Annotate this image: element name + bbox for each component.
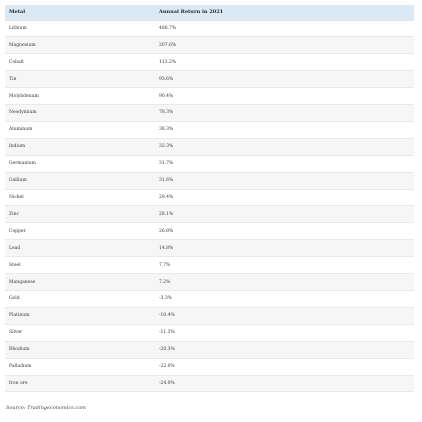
source-caption: Source: Tradingeconomics.com (6, 405, 86, 411)
annual-return-cell: 26.8% (155, 223, 414, 240)
table-row (5, 105, 414, 122)
metal-name-cell: Aluminum (5, 121, 155, 138)
metal-name-cell: Magnesium (5, 37, 155, 54)
metal-name-cell: Nickel (5, 189, 155, 206)
annual-return-cell: 32.3% (155, 138, 414, 155)
header-annual-return: Annual Return in 2021 (155, 5, 414, 20)
annual-return-cell: 113.2% (155, 54, 414, 71)
metal-name-cell: Steel (5, 257, 155, 274)
header-metal: Metal (5, 5, 155, 20)
metal-name-cell: Cobalt (5, 54, 155, 71)
metal-name-cell: Neodymium (5, 105, 155, 122)
annual-return-cell: 78.3% (155, 105, 414, 122)
table-row (5, 138, 414, 155)
table-row (5, 307, 414, 324)
metal-name-cell: Lithium (5, 20, 155, 37)
table-row (5, 37, 414, 54)
table-row (5, 324, 414, 341)
table-row (5, 88, 414, 105)
annual-return-cell: 486.7% (155, 20, 414, 37)
annual-return-cell: 31.7% (155, 155, 414, 172)
annual-return-cell: -22.0% (155, 358, 414, 375)
table-body (5, 20, 414, 392)
annual-return-cell: 7.2% (155, 274, 414, 291)
annual-return-cell: 38.3% (155, 121, 414, 138)
metal-name-cell: Rhodium (5, 341, 155, 358)
table-header-row (5, 5, 414, 20)
table-row (5, 375, 414, 392)
metals-returns-table (5, 5, 414, 392)
annual-return-cell: -24.0% (155, 375, 414, 392)
metal-name-cell: Tin (5, 71, 155, 88)
metal-name-cell: Iron ore (5, 375, 155, 392)
annual-return-cell: -11.3% (155, 324, 414, 341)
annual-return-cell: 28.1% (155, 206, 414, 223)
table-row (5, 71, 414, 88)
annual-return-cell: -20.3% (155, 341, 414, 358)
annual-return-cell: 207.6% (155, 37, 414, 54)
table-row (5, 172, 414, 189)
metal-name-cell: Palladium (5, 358, 155, 375)
annual-return-cell: 14.8% (155, 240, 414, 257)
metals-returns-table-container (5, 5, 414, 392)
annual-return-cell: 7.7% (155, 257, 414, 274)
annual-return-cell: 31.6% (155, 172, 414, 189)
table-row (5, 341, 414, 358)
annual-return-cell: -3.3% (155, 291, 414, 308)
metal-name-cell: Lead (5, 240, 155, 257)
metal-name-cell: Silver (5, 324, 155, 341)
metal-name-cell: Gold (5, 291, 155, 308)
table-row (5, 155, 414, 172)
metal-name-cell: Gallium (5, 172, 155, 189)
table-row (5, 358, 414, 375)
annual-return-cell: 93.6% (155, 71, 414, 88)
table-row (5, 54, 414, 71)
annual-return-cell: 90.4% (155, 88, 414, 105)
metal-name-cell: Molybdenum (5, 88, 155, 105)
annual-return-cell: -10.4% (155, 307, 414, 324)
table-row (5, 291, 414, 308)
table-row (5, 257, 414, 274)
table-row (5, 20, 414, 37)
table-row (5, 274, 414, 291)
metal-name-cell: Manganese (5, 274, 155, 291)
table-row (5, 240, 414, 257)
table-row (5, 206, 414, 223)
metal-name-cell: Germanium (5, 155, 155, 172)
table-row (5, 189, 414, 206)
metal-name-cell: Indium (5, 138, 155, 155)
annual-return-cell: 29.4% (155, 189, 414, 206)
metal-name-cell: Copper (5, 223, 155, 240)
table-row (5, 223, 414, 240)
table-row (5, 121, 414, 138)
metal-name-cell: Platinum (5, 307, 155, 324)
metal-name-cell: Zinc (5, 206, 155, 223)
